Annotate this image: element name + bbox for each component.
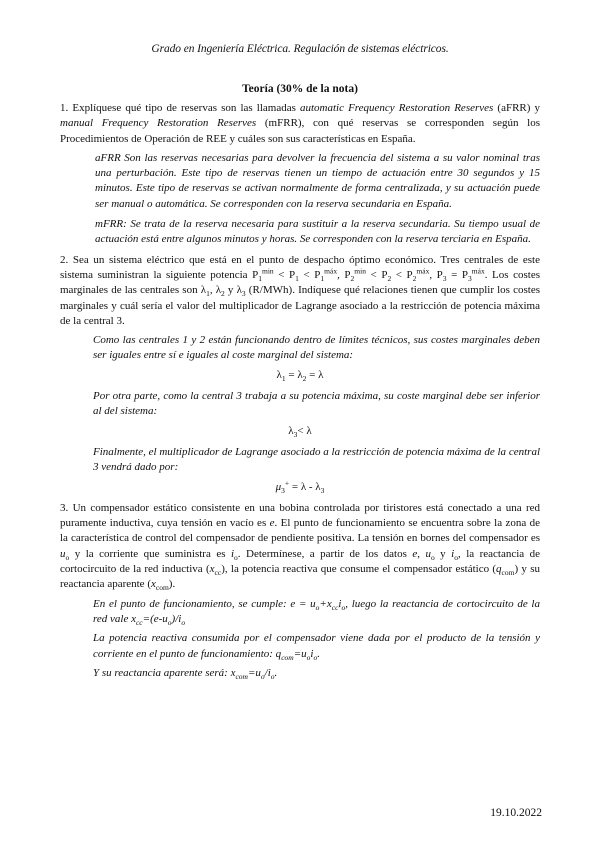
equation-lagrange-multiplier: $\mu_3^+ = \lambda - \lambda_3$ <box>275 477 325 495</box>
equation-lambda3-inequality: $\lambda_3< \lambda$ <box>288 424 312 439</box>
course-header: Grado en Ingeniería Eléctrica. Regulación de sistemas eléctricos. <box>151 43 449 55</box>
exam-date: 19.10.2022 <box>490 807 542 819</box>
answer-2-part-3: Finalmente, el multiplicador de Lagrange asociado a la restricción de potencia máxima de la central 3 vendrá dado por: <box>93 445 540 474</box>
question-2: 2. Sea un sistema eléctrico que está en el punto de despacho óptimo económico. Tres centrales de este sistema suministran la siguiente potencia $P_1^{min} < P_1 < P_1^{máx}$, $P_2^{min} < P_2 < P_2^{máx}$, $P_3 = P_3^{máx}$. Los costes marginales de las centrales son $\lambda_1$, $\lambda_2$ y $\lambda_3$ (R/MWh). Indíquese qué relaciones tienen que cumplir los costes marginales y cuál sería el valor del multiplicador de Lagrange asociado a la restricción de potencia máxima de la central 3. <box>60 253 541 327</box>
question-1: 1. Explíquese qué tipo de reservas son las llamadas automatic Frequency Restoration Reserves (aFRR) y manual Frequency Restoration Reserves (mFRR), con qué reservas se corresponden según los Procedimientos de Operación de REE y cuáles son sus características en España. <box>60 102 541 145</box>
answer-2-part-2: Por otra parte, como la central 3 trabaja a su potencia máxima, su coste marginal debe ser inferior al del sistema: <box>93 390 540 418</box>
answer-2-part-1: Como las centrales 1 y 2 están funcionando dentro de límites técnicos, sus costes marginales deben ser iguales entre sí e iguales al coste marginal del sistema: <box>93 334 540 362</box>
answer-1-mfrr: mFRR: Se trata de la reserva necesaria para sustituir a la reserva secundaria. Su tiempo usual de actuación está entre algunos minutos y horas. Se corresponden con la reserva terciaria en España. <box>95 218 540 246</box>
answer-3-part-1: En el punto de funcionamiento, se cumple: $e = u_o+x_{cc}i_o$, luego la reactancia de cortocircuito de la red vale $x_{cc}=(e-u_o)/i_o$ <box>93 597 540 628</box>
question-3: 3. Un compensador estático consistente en una bobina controlada por tiristores está conectado a una red puramente inductiva, cuya tensión en vacío es e. El punto de funcionamiento se encuentra sobre la zona de la característica de control del compensador de pendiente positiva. La tensión en bornes del compensador es $u_o$ y la corriente que suministra es $i_o$. Determínese, a partir de los datos e, $u_o$ y $i_o$, la reactancia de cortocircuito de la red inductiva $(x_{cc})$, la potencia reactiva que consume el compensador estático $(q_{com})$ y su reactancia aparente $(x_{com})$. <box>60 501 541 593</box>
section-title: Teoría (30% de la nota) <box>242 83 358 95</box>
answer-3-part-2: La potencia reactiva consumida por el compensador viene dada por el producto de la tensión y corriente en el punto de funcionamiento: $q_{com}=u_oi_o$. <box>93 632 540 662</box>
answer-3-part-3: Y su reactancia aparente será: $x_{com}=u_o/i_o$. <box>93 666 278 681</box>
equation-lambda-equality: $\lambda_1 = \lambda_2 = \lambda$ <box>276 368 324 383</box>
exam-content <box>60 101 540 685</box>
answer-1-afrr: aFRR Son las reservas necesarias para devolver la frecuencia del sistema a su valor nominal tras una perturbación. Este tipo de reservas tienen un tiempo de actuación entre 30 segundos y 15 minutos. Este tipo de reservas se activan normalmente de forma centralizada, y su actuación puede ser manual o automática. Se corresponden con la reserva secundaria en España. <box>95 151 540 210</box>
